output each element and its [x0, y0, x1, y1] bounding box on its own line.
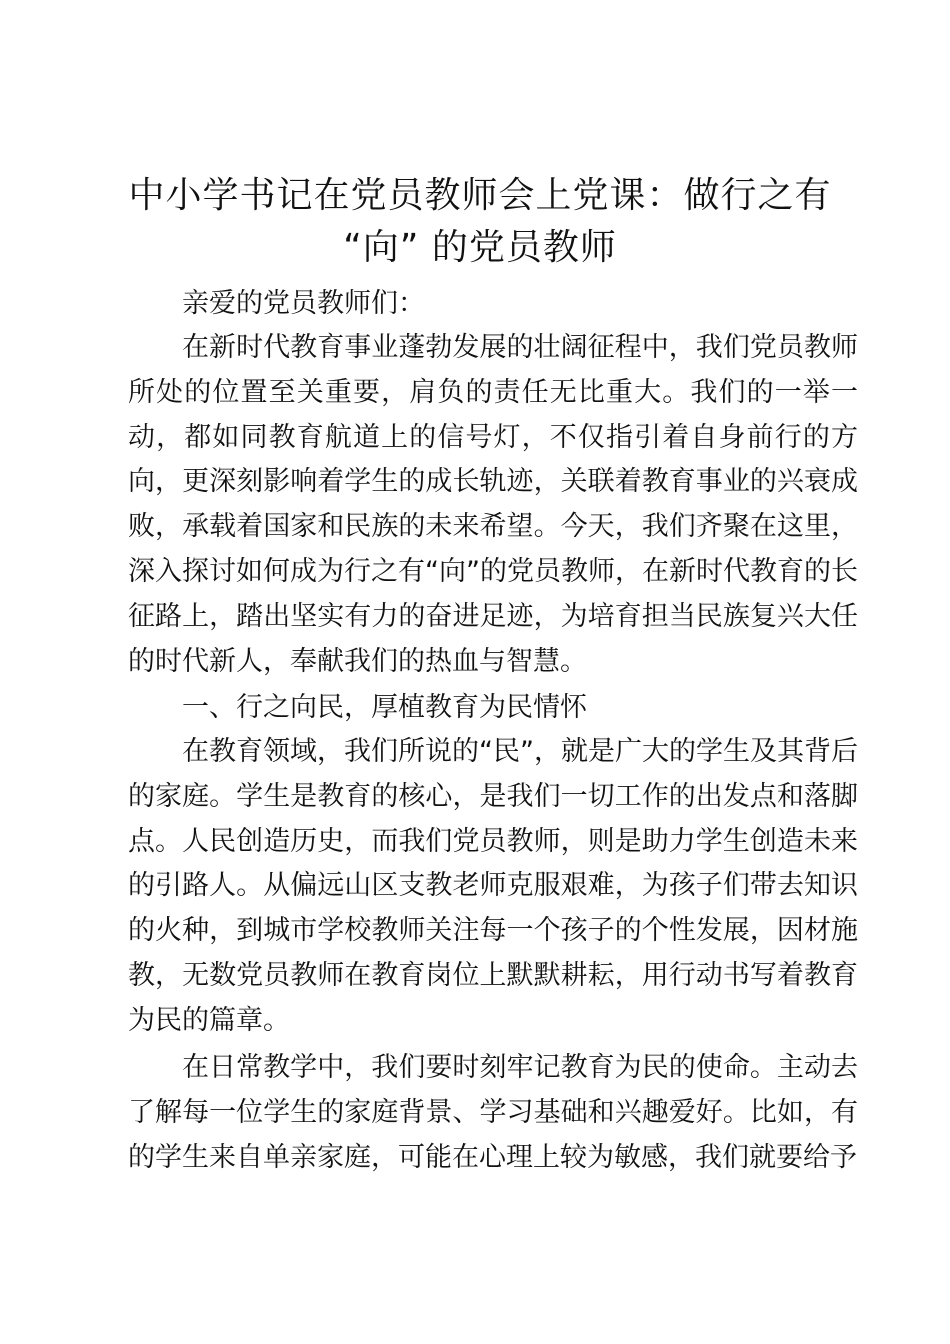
salutation: 亲爱的党员教师们： — [182, 288, 425, 319]
section-heading-1: 一、行之向民，厚植教育为民情怀 — [182, 692, 587, 723]
paragraph-intro: 在新时代教育事业蓬勃发展的壮阔征程中，我们党员教师所处的位置至关重要，肩负的责任无比重大。我们的一举一动，都如同教育航道上的信号灯，不仅指引着自身前行的方向，更深刻影响着学生的成长轨迹，关联着教育事业的兴衰成败，承载着国家和民族的未来希望。今天，我们齐聚在这里，深入探讨如何成为行之有“向”的党员教师，在新时代教育的长征路上，踏出坚实有力的奋进足迹，为培育担当民族复兴大任的时代新人，奉献我们的热血与智慧。 — [128, 332, 858, 677]
paragraph-section1-a: 在教育领域，我们所说的“民”，就是广大的学生及其背后的家庭。学生是教育的核心，是我们一切工作的出发点和落脚点。人民创造历史，而我们党员教师，则是助力学生创造未来的引路人。从偏远山区支教老师克服艰难，为孩子们带去知识的火种，到城市学校教师关注每一个孩子的个性发展，因材施教，无数党员教师在教育岗位上默默耕耘，用行动书写着教育为民的篇章。 — [128, 736, 858, 1036]
document-title-line-1: 中小学书记在党员教师会上党课：做行之有 — [128, 175, 832, 216]
paragraph-section1-b: 在日常教学中，我们要时刻牢记教育为民的使命。主动去了解每一位学生的家庭背景、学习基础和兴趣爱好。比如，有的学生来自单亲家庭，可能在心理上较为敏感，我们就要给予 — [128, 1052, 858, 1173]
document-title-line-2: “向” 的党员教师 — [343, 227, 617, 268]
